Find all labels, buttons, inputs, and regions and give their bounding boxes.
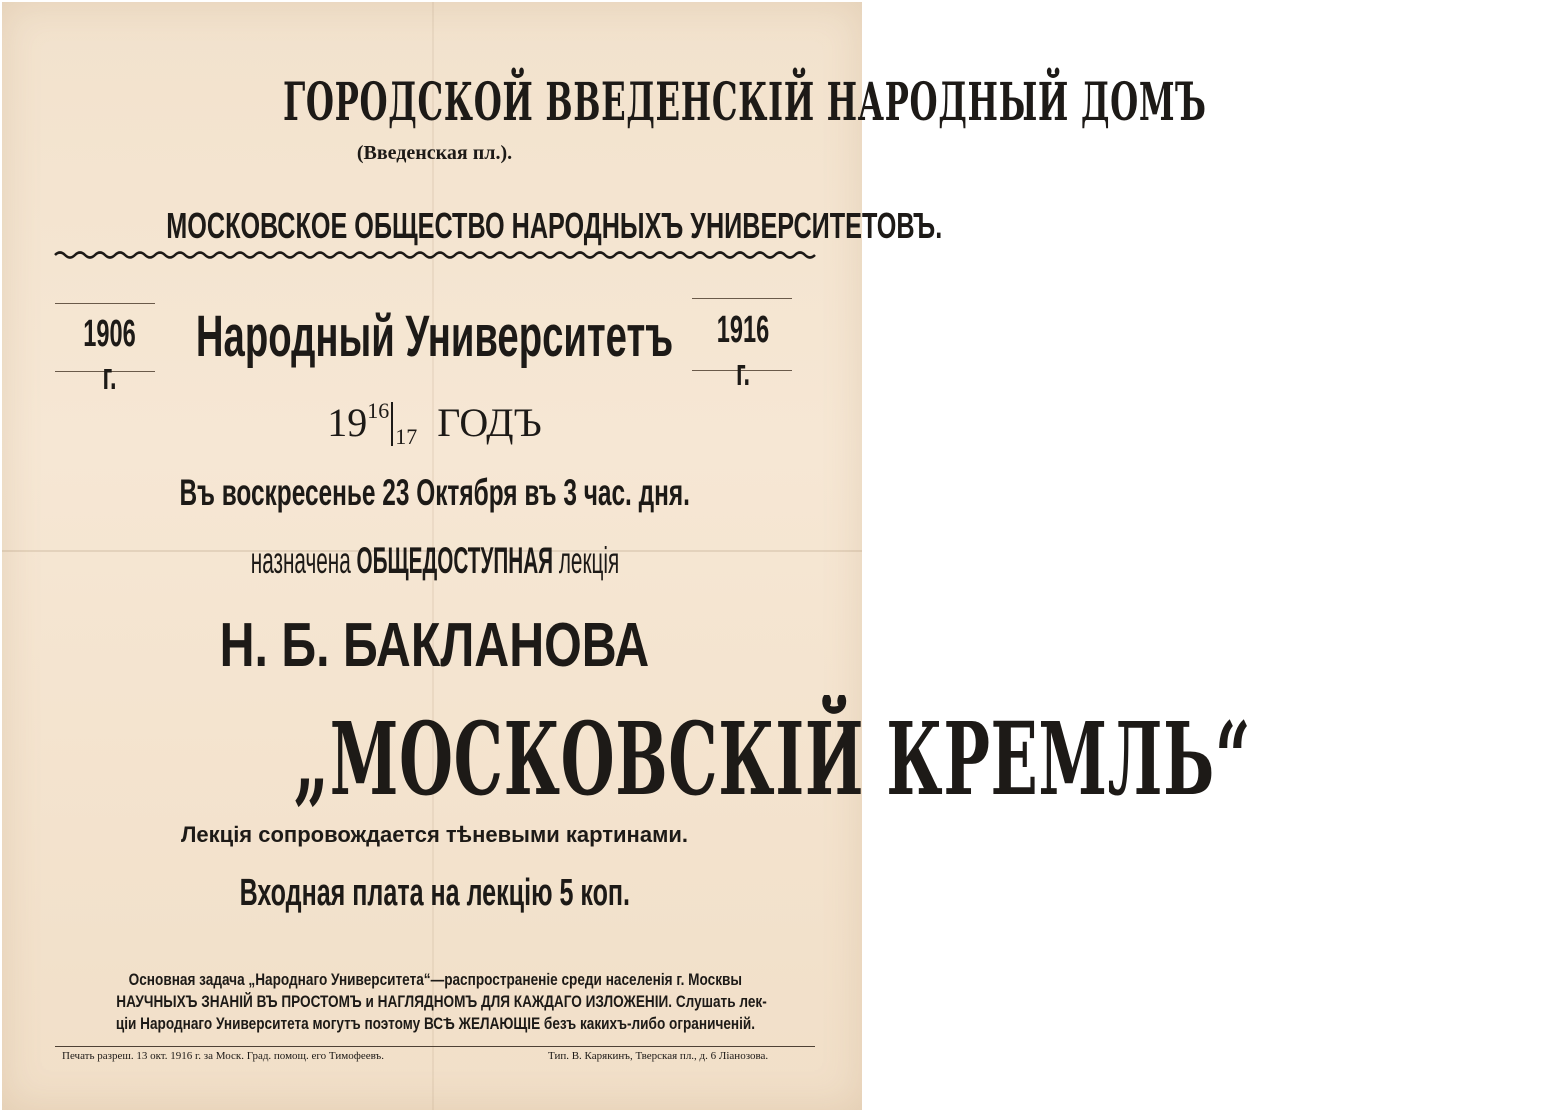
lecture-note: Лекція сопровождается тѣневыми картинами. bbox=[180, 822, 688, 847]
announce-post: лекція bbox=[558, 540, 619, 581]
current-year: 1916 г. bbox=[716, 309, 770, 394]
lecture-announcement bbox=[0, 540, 869, 582]
year-divider bbox=[391, 402, 393, 446]
academic-year-word: ГОДЪ bbox=[437, 400, 542, 445]
wavy-rule bbox=[55, 250, 815, 260]
academic-year-start: 16 bbox=[367, 398, 390, 423]
announce-pre: назначена bbox=[250, 540, 351, 581]
mission-line-1: Основная задача „Народнаго Университета“—распространеніе среди населенія г. Москвы bbox=[128, 970, 742, 989]
mission-line-2: НАУЧНЫХЪ ЗНАНІЙ ВЪ ПРОСТОМЪ и НАГЛЯДНОМЪ ДЛЯ КАЖДАГО ИЗЛОЖЕНІИ. Слушать лек- bbox=[116, 992, 767, 1011]
mission-line-3: ціи Народнаго Университета могутъ поэтому ВСѢ ЖЕЛАЮЩІЕ безъ какихъ-либо ограниченій. bbox=[115, 1014, 755, 1033]
academic-year-end: 17 bbox=[395, 424, 418, 449]
founding-year: 1906 г. bbox=[83, 313, 136, 398]
academic-year-main: 19 bbox=[327, 400, 368, 445]
lecture-title: „МОСКОВСКІЙ КРЕМЛЬ“ bbox=[293, 700, 1252, 818]
footer-rule bbox=[55, 1046, 815, 1047]
university-title: Народный Университетъ bbox=[195, 304, 674, 369]
square-subheading: (Введенская пл.). bbox=[356, 142, 513, 164]
lecturer-name: Н. Б. БАКЛАНОВА bbox=[219, 611, 650, 680]
academic-year bbox=[0, 398, 869, 450]
entry-fee: Входная плата на лекцію 5 коп. bbox=[239, 872, 630, 914]
rule-right-top bbox=[692, 298, 792, 299]
lecture-date: Въ воскресенье 23 Октября въ 3 час. дня. bbox=[179, 472, 690, 513]
announce-bold: ОБЩЕДОСТУПНАЯ bbox=[356, 540, 553, 581]
printer-credit: Тип. В. Карякинъ, Тверская пл., д. 6 Ліанозова. bbox=[548, 1050, 769, 1062]
house-heading: ГОРОДСКОЙ ВВЕДЕНСКІЙ НАРОДНЫЙ ДОМЪ bbox=[283, 72, 1207, 133]
society-heading: МОСКОВСКОЕ ОБЩЕСТВО НАРОДНЫХЪ УНИВЕРСИТЕТОВЪ. bbox=[166, 205, 943, 246]
print-permit: Печать разреш. 13 окт. 1916 г. за Моск. Град. помощ. его Тимофеевъ. bbox=[62, 1050, 384, 1062]
